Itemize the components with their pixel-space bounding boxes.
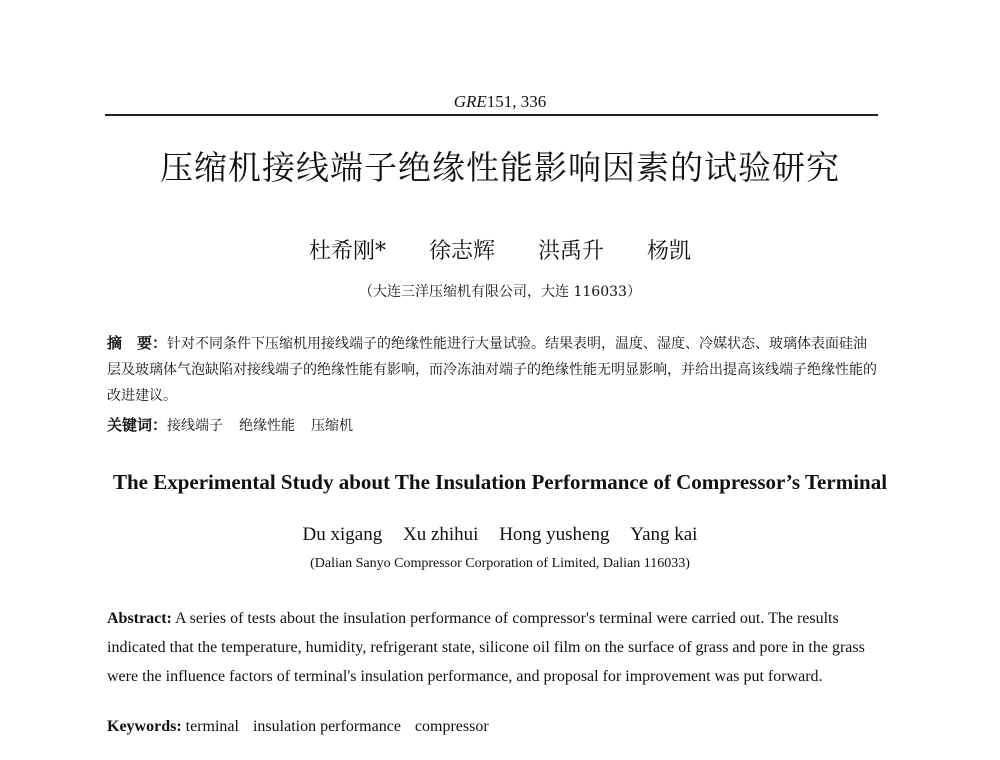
- affiliation-english: (Dalian Sanyo Compressor Corporation of Limited, Dalian 116033): [310, 556, 690, 571]
- author-cn: 杜希刚*: [308, 239, 386, 264]
- header-rule: [105, 114, 878, 116]
- keyword-cn: 压缩机: [311, 418, 354, 434]
- document-code: [0, 92, 1000, 112]
- author-cn: 洪禹升: [538, 239, 605, 264]
- title-english: The Experimental Study about The Insulation Performance of Compressor’s Terminal: [112, 470, 888, 494]
- authors-chinese: [0, 234, 1000, 265]
- authors-english: [0, 524, 1000, 546]
- document-code-number: 151, 336: [486, 92, 547, 111]
- abstract-cn-text: 针对不同条件下压缩机用接线端子的绝缘性能进行大量试验。结果表明，温度、湿度、冷媒状态、玻璃体表面硅油层及玻璃体气泡缺陷对接线端子的绝缘性能有影响，而冷冻油对端子的绝缘性能无明显影响，并给出提高该线端子绝缘性能的改进建议。: [107, 336, 877, 404]
- keyword-cn: 绝缘性能: [239, 418, 296, 434]
- abstract-chinese: [107, 330, 880, 409]
- keywords-chinese: [107, 414, 369, 435]
- abstract-en-label: Abstract:: [107, 610, 172, 627]
- abstract-cn-label: 摘 要：: [107, 334, 168, 352]
- author-en: Du xigang: [302, 524, 383, 545]
- keywords-english: [107, 718, 503, 736]
- abstract-english: [107, 604, 880, 691]
- keyword-en: compressor: [414, 718, 489, 735]
- author-cn: 杨凯: [647, 239, 692, 264]
- author-en: Xu zhihui: [402, 524, 479, 545]
- abstract-en-text: A series of tests about the insulation performance of compressor's terminal were carried out. The results indicated that the temperature, humidity, refrigerant state, silicone oil film on the surface of grass and pore in the grass were the influence factors of terminal's insulation performance, and proposal for improvement was put forward.: [107, 610, 865, 685]
- author-en: Hong yusheng: [499, 524, 610, 545]
- title-chinese: 压缩机接线端子绝缘性能影响因素的试验研究: [160, 148, 840, 187]
- keyword-cn: 接线端子: [167, 418, 224, 434]
- affiliation-chinese: （大连三洋压缩机有限公司，大连 116033）: [359, 284, 641, 300]
- keywords-en-label: Keywords:: [107, 718, 182, 735]
- author-en: Yang kai: [630, 524, 698, 545]
- keywords-cn-label: 关键词：: [107, 416, 168, 434]
- document-code-prefix: GRE: [453, 92, 487, 111]
- keyword-en: terminal: [185, 718, 239, 735]
- keyword-en: insulation performance: [252, 718, 401, 735]
- author-cn: 徐志辉: [428, 239, 495, 264]
